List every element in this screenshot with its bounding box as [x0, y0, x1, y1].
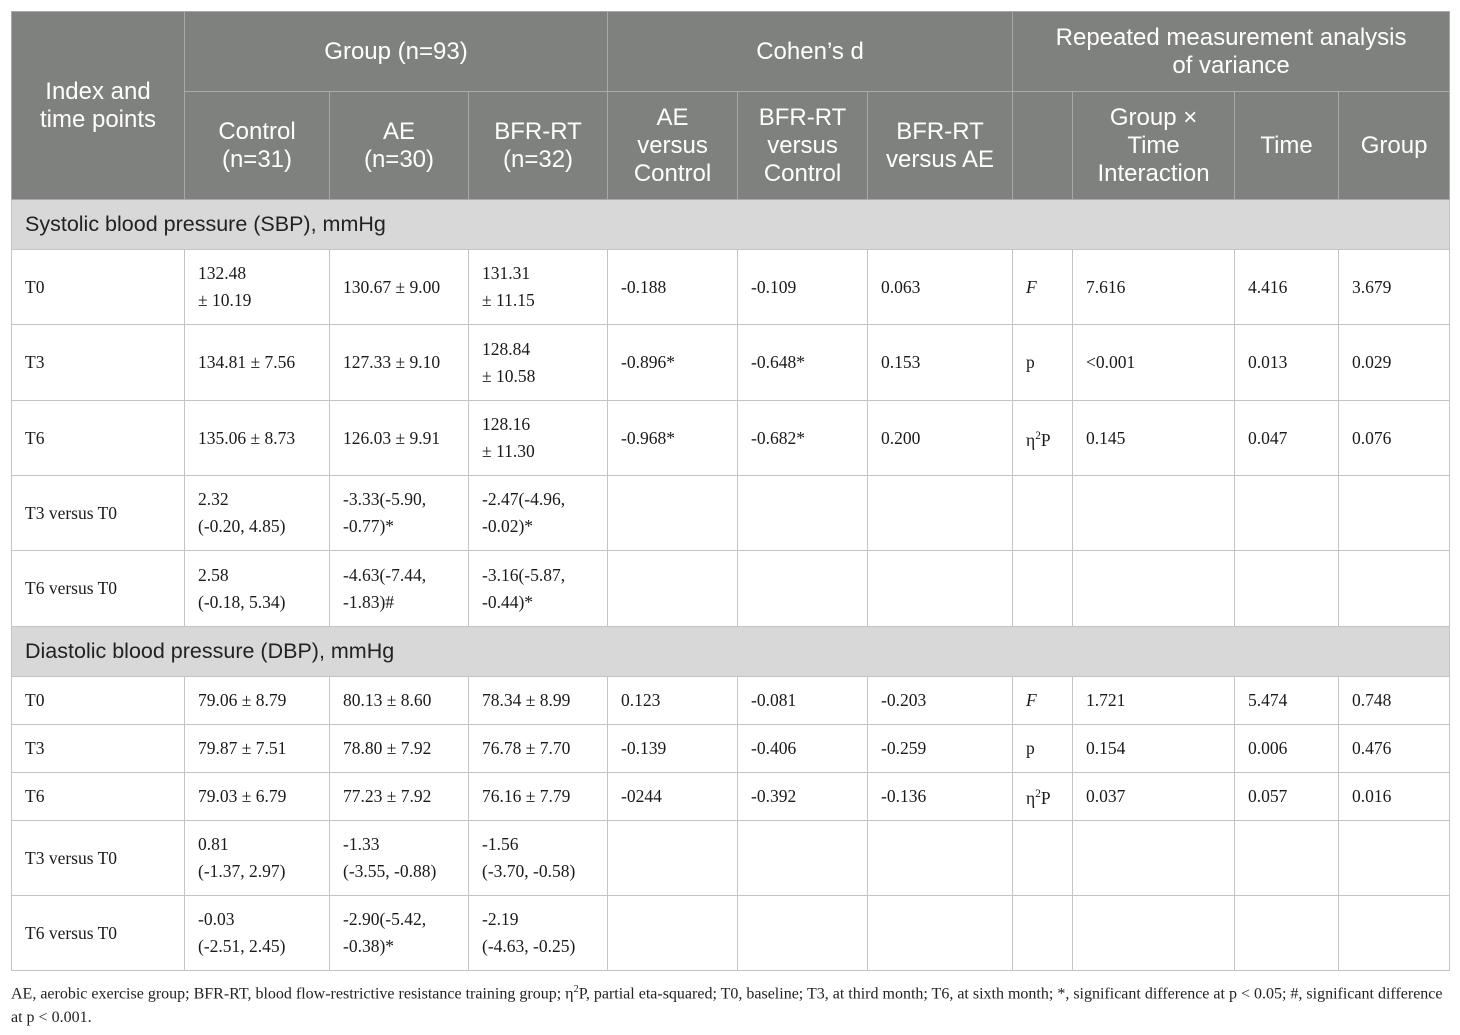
cell-stat	[1013, 896, 1073, 971]
cell-bfr: -1.56 (-3.70, -0.58)	[469, 821, 608, 896]
cell-bfr: -2.47(-4.96, -0.02)*	[469, 476, 608, 551]
cell-time	[1235, 821, 1339, 896]
cell-ae: -2.90(-5.42, -0.38)*	[330, 896, 469, 971]
table-footnote: AE, aerobic exercise group; BFR-RT, blood flow-restrictive resistance training group; $\eta^2P$, partial eta-squared; T0, baseline; T3, at third month; T6, at sixth month; *, significant difference at p < 0.05; #, significant difference at p < 0.001.	[11, 984, 1443, 1027]
header-group: Group (n=93)	[185, 12, 608, 92]
cell-ae: -3.33(-5.90, -0.77)*	[330, 476, 469, 551]
cell-group	[1339, 821, 1450, 896]
cell-label: T6 versus T0	[12, 896, 185, 971]
cell-stat: $\eta^2P$	[1013, 773, 1073, 821]
cell-label: T6	[12, 401, 185, 476]
cell-d2: -0.392	[738, 773, 868, 821]
cell-d1: -0.968*	[608, 401, 738, 476]
header-repeated-measures-anova: Repeated measurement analysis of variance	[1013, 12, 1450, 92]
cell-bfr: -3.16(-5.87, -0.44)*	[469, 551, 608, 627]
table-row	[12, 476, 1450, 551]
cell-d3: 0.153	[868, 325, 1013, 401]
cell-interaction: 7.616	[1073, 250, 1235, 325]
cell-d2: -0.081	[738, 677, 868, 725]
cell-bfr: 78.34 ± 8.99	[469, 677, 608, 725]
cell-group	[1339, 476, 1450, 551]
cell-control: 79.03 ± 6.79	[185, 773, 330, 821]
cell-d3	[868, 476, 1013, 551]
table-row	[12, 401, 1450, 476]
cell-d2	[738, 551, 868, 627]
cell-d2: -0.648*	[738, 325, 868, 401]
cell-ae: 77.23 ± 7.92	[330, 773, 469, 821]
cell-bfr: 128.16 ± 11.30	[469, 401, 608, 476]
header-control: Control (n=31)	[185, 92, 330, 200]
cell-group: 3.679	[1339, 250, 1450, 325]
cell-ae: 80.13 ± 8.60	[330, 677, 469, 725]
table-row	[12, 677, 1450, 725]
cell-interaction: 0.037	[1073, 773, 1235, 821]
cell-interaction: 0.145	[1073, 401, 1235, 476]
cell-label: T0	[12, 250, 185, 325]
cell-time: 4.416	[1235, 250, 1339, 325]
cell-control: 134.81 ± 7.56	[185, 325, 330, 401]
cell-ae: -1.33 (-3.55, -0.88)	[330, 821, 469, 896]
cell-control: 135.06 ± 8.73	[185, 401, 330, 476]
cell-d1	[608, 896, 738, 971]
cell-interaction	[1073, 476, 1235, 551]
section-title: Diastolic blood pressure (DBP), mmHg	[12, 627, 1450, 677]
cell-ae: 126.03 ± 9.91	[330, 401, 469, 476]
section-title: Systolic blood pressure (SBP), mmHg	[12, 200, 1450, 250]
cell-interaction	[1073, 551, 1235, 627]
cell-d2	[738, 476, 868, 551]
section-row	[12, 627, 1450, 677]
cell-stat	[1013, 551, 1073, 627]
cell-d1	[608, 476, 738, 551]
cell-d3: -0.136	[868, 773, 1013, 821]
cell-label: T3 versus T0	[12, 821, 185, 896]
cell-d1: -0.896*	[608, 325, 738, 401]
cell-d1	[608, 821, 738, 896]
cell-group	[1339, 896, 1450, 971]
header-bfr-vs-control: BFR-RT versus Control	[738, 92, 868, 200]
cell-stat: p	[1013, 325, 1073, 401]
cell-d3: -0.203	[868, 677, 1013, 725]
table-row	[12, 773, 1450, 821]
header-statistic	[1013, 92, 1073, 200]
cell-group	[1339, 551, 1450, 627]
header-group-effect: Group	[1339, 92, 1450, 200]
cell-d2: -0.406	[738, 725, 868, 773]
cell-stat: F	[1013, 677, 1073, 725]
header-time: Time	[1235, 92, 1339, 200]
cell-control: 0.81 (-1.37, 2.97)	[185, 821, 330, 896]
cell-ae: 130.67 ± 9.00	[330, 250, 469, 325]
cell-time: 0.047	[1235, 401, 1339, 476]
cell-stat: F	[1013, 250, 1073, 325]
cell-interaction: 0.154	[1073, 725, 1235, 773]
cell-ae: 127.33 ± 9.10	[330, 325, 469, 401]
cell-stat	[1013, 821, 1073, 896]
cell-d1: -0244	[608, 773, 738, 821]
cell-d3	[868, 821, 1013, 896]
cell-bfr: 76.16 ± 7.79	[469, 773, 608, 821]
cell-time: 0.057	[1235, 773, 1339, 821]
cell-interaction	[1073, 821, 1235, 896]
cell-time: 5.474	[1235, 677, 1339, 725]
cell-d3	[868, 896, 1013, 971]
cell-group: 0.016	[1339, 773, 1450, 821]
cell-d1: 0.123	[608, 677, 738, 725]
cell-stat: p	[1013, 725, 1073, 773]
cell-d1: -0.188	[608, 250, 738, 325]
cell-label: T3	[12, 725, 185, 773]
cell-label: T0	[12, 677, 185, 725]
cell-interaction	[1073, 896, 1235, 971]
cell-bfr: 128.84 ± 10.58	[469, 325, 608, 401]
cell-time	[1235, 896, 1339, 971]
cell-control: 79.87 ± 7.51	[185, 725, 330, 773]
cell-group: 0.748	[1339, 677, 1450, 725]
cell-d1	[608, 551, 738, 627]
table-row	[12, 821, 1450, 896]
cell-label: T6 versus T0	[12, 551, 185, 627]
header-ae: AE (n=30)	[330, 92, 469, 200]
cell-ae: 78.80 ± 7.92	[330, 725, 469, 773]
cell-time	[1235, 476, 1339, 551]
table-row	[12, 896, 1450, 971]
cell-label: T3 versus T0	[12, 476, 185, 551]
cell-group: 0.476	[1339, 725, 1450, 773]
cell-bfr: 131.31 ± 11.15	[469, 250, 608, 325]
cell-label: T6	[12, 773, 185, 821]
header-bfr-rt: BFR-RT (n=32)	[469, 92, 608, 200]
header-bfr-vs-ae: BFR-RT versus AE	[868, 92, 1013, 200]
cell-control: -0.03 (-2.51, 2.45)	[185, 896, 330, 971]
cell-d3: -0.259	[868, 725, 1013, 773]
cell-interaction: <0.001	[1073, 325, 1235, 401]
cell-d2: -0.682*	[738, 401, 868, 476]
table-body	[12, 200, 1450, 971]
cell-d2	[738, 896, 868, 971]
cell-stat: $\eta^2P$	[1013, 401, 1073, 476]
cell-control: 2.32 (-0.20, 4.85)	[185, 476, 330, 551]
results-table-container	[11, 11, 1449, 971]
cell-group: 0.076	[1339, 401, 1450, 476]
cell-d3	[868, 551, 1013, 627]
cell-time	[1235, 551, 1339, 627]
cell-label: T3	[12, 325, 185, 401]
cell-stat	[1013, 476, 1073, 551]
cell-interaction: 1.721	[1073, 677, 1235, 725]
cell-control: 79.06 ± 8.79	[185, 677, 330, 725]
cell-d3: 0.200	[868, 401, 1013, 476]
cell-d3: 0.063	[868, 250, 1013, 325]
header-ae-vs-control: AE versus Control	[608, 92, 738, 200]
cell-control: 2.58 (-0.18, 5.34)	[185, 551, 330, 627]
header-row-2	[12, 92, 1450, 200]
cell-bfr: -2.19 (-4.63, -0.25)	[469, 896, 608, 971]
header-index-time-points: Index and time points	[12, 12, 185, 200]
header-cohens-d: Cohen’s d	[608, 12, 1013, 92]
cell-bfr: 76.78 ± 7.70	[469, 725, 608, 773]
cell-d1: -0.139	[608, 725, 738, 773]
section-row	[12, 200, 1450, 250]
table-row	[12, 725, 1450, 773]
cell-d2: -0.109	[738, 250, 868, 325]
cell-group: 0.029	[1339, 325, 1450, 401]
table-row	[12, 325, 1450, 401]
blood-pressure-table	[11, 11, 1450, 971]
cell-d2	[738, 821, 868, 896]
cell-ae: -4.63(-7.44, -1.83)#	[330, 551, 469, 627]
cell-control: 132.48 ± 10.19	[185, 250, 330, 325]
table-row	[12, 551, 1450, 627]
cell-time: 0.013	[1235, 325, 1339, 401]
cell-time: 0.006	[1235, 725, 1339, 773]
header-interaction: Group × Time Interaction	[1073, 92, 1235, 200]
table-row	[12, 250, 1450, 325]
header-row-1	[12, 12, 1450, 92]
